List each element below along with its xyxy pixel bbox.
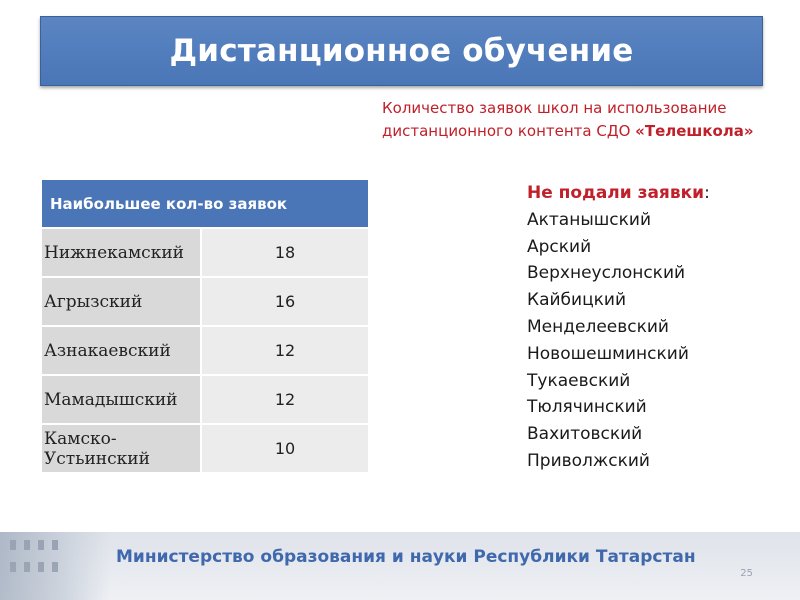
subtitle-line-1: Количество заявок школ на использование [382, 99, 727, 117]
subtitle [382, 97, 782, 143]
list-item: Вахитовский [527, 424, 643, 445]
no-submissions-list [527, 180, 710, 475]
district-name: Нижнекамский [42, 228, 201, 277]
no-submissions-heading: Не подали заявки [527, 183, 705, 203]
subtitle-highlight: «Телешкола» [635, 122, 754, 140]
table-row [42, 228, 368, 277]
footer-ministry-text: Министерство образования и науки Республики Татарстан [116, 547, 696, 567]
title-banner [40, 16, 763, 86]
list-item: Менделеевский [527, 316, 669, 337]
list-item: Верхнеуслонский [527, 263, 686, 284]
request-count: 12 [201, 326, 368, 375]
list-item: Тукаевский [527, 370, 631, 391]
request-count: 16 [201, 277, 368, 326]
requests-table [42, 180, 368, 472]
list-item: Актанышский [527, 209, 652, 230]
district-name: Азнакаевский [42, 326, 201, 375]
heading-colon: : [704, 183, 710, 203]
list-item: Арский [527, 236, 592, 257]
table-row [42, 326, 368, 375]
no-submissions-heading-line [527, 180, 710, 207]
request-count: 18 [201, 228, 368, 277]
request-count: 10 [201, 424, 368, 472]
list-item: Кайбицкий [527, 290, 627, 311]
footer-bar [0, 532, 800, 600]
table-header-row [42, 180, 368, 228]
district-name: Агрызский [42, 277, 201, 326]
table-row [42, 424, 368, 472]
page-number: 25 [740, 568, 753, 579]
page-title: Дистанционное обучение [169, 33, 634, 69]
district-name: Камско-Устьинский [42, 424, 201, 472]
table-row [42, 375, 368, 424]
list-item: Приволжский [527, 450, 650, 471]
list-item: Тюлячинский [527, 397, 647, 418]
list-item: Новошешминский [527, 343, 689, 364]
subtitle-line-2 [382, 120, 782, 143]
table-row [42, 277, 368, 326]
district-name: Мамадышский [42, 375, 201, 424]
table-header: Наибольшее кол-во заявок [42, 180, 368, 228]
request-count: 12 [201, 375, 368, 424]
building-image [0, 532, 110, 600]
subtitle-line-2-text: дистанционного контента СДО [382, 122, 636, 140]
